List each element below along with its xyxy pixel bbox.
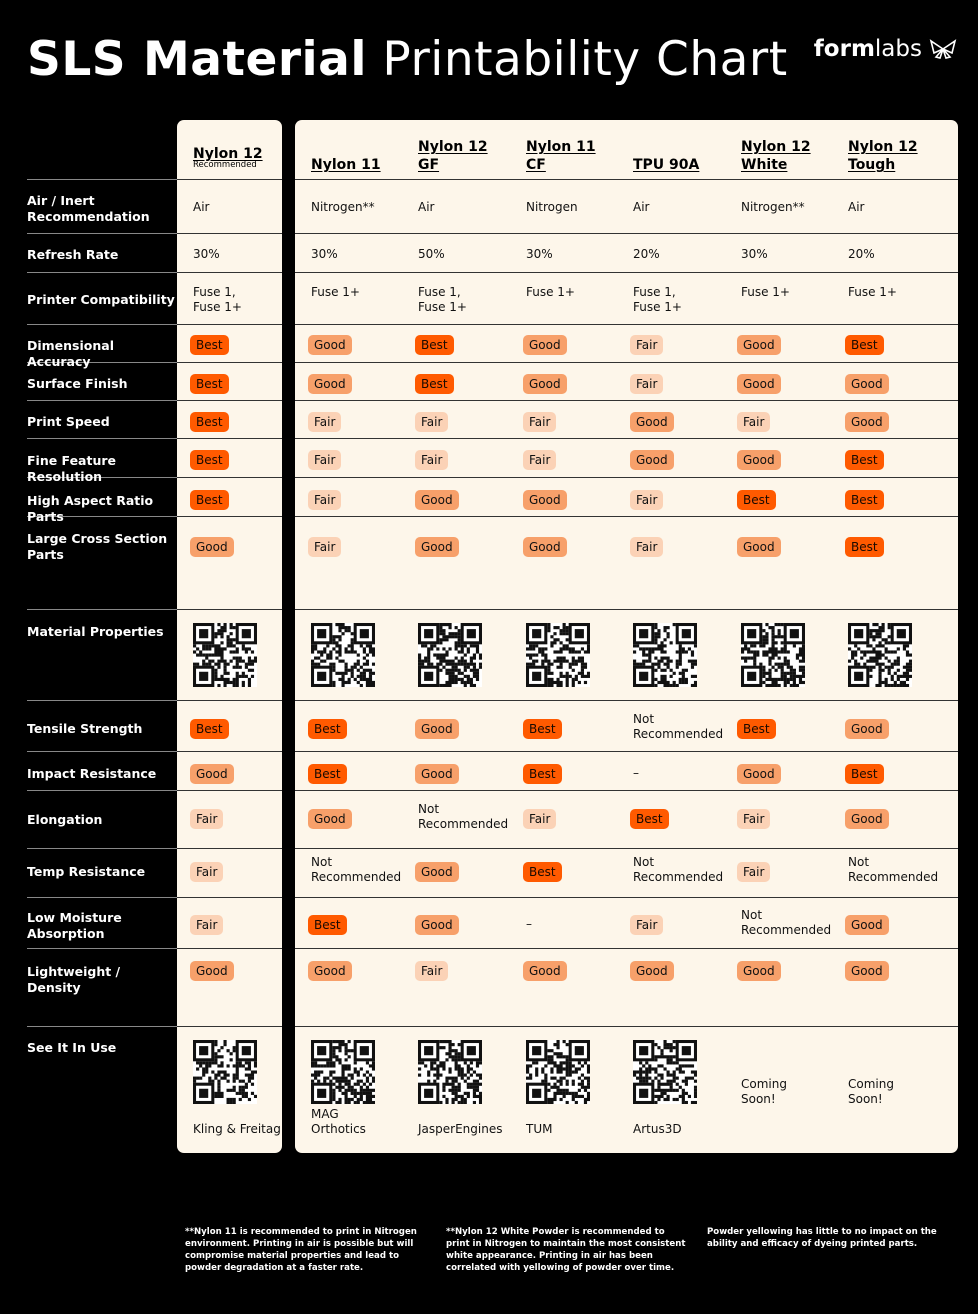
butterfly-icon (928, 38, 958, 60)
rating-badge-speed: Fair (737, 412, 770, 432)
row-divider (295, 179, 958, 180)
footnote-yellowing: Powder yellowing has little to no impact on the ability and efficacy of dyeing printed parts. (707, 1227, 937, 1249)
rating-badge-surface: Best (415, 374, 454, 394)
cell-printer: Fuse 1, Fuse 1+ (193, 285, 242, 314)
row-divider (177, 438, 282, 439)
cell-atmosphere: Air (418, 200, 435, 214)
rating-badge-elongation: Fair (190, 809, 223, 829)
row-divider (177, 362, 282, 363)
row-divider (295, 438, 958, 439)
rating-badge-fine: Fair (415, 450, 448, 470)
row-divider (177, 948, 282, 949)
rating-badge-dimensional: Good (737, 335, 781, 355)
row-divider (27, 1026, 177, 1027)
cell-atmosphere: Nitrogen (526, 200, 578, 214)
rating-badge-elongation: Good (845, 809, 889, 829)
row-divider (177, 751, 282, 752)
rating-badge-tensile: Best (190, 719, 229, 739)
in-use-caption: Artus3D (633, 1122, 682, 1136)
rating-badge-moisture: Fair (630, 915, 663, 935)
row-divider (177, 700, 282, 701)
cell-printer: Fuse 1+ (741, 285, 790, 299)
footnote-nylon12-white: **Nylon 12 White Powder is recommended to print in Nitrogen to maintain the most consistent white appearance. Printing in air has been correlated with yellowing of powder over time. (446, 1227, 686, 1273)
row-divider (177, 790, 282, 791)
cell-atmosphere: Air (633, 200, 650, 214)
coming-soon-label: Coming Soon! (848, 1077, 894, 1106)
rating-badge-cross: Good (523, 537, 567, 557)
row-label-aspect: High Aspect Ratio Parts (27, 493, 154, 524)
row-divider (27, 609, 177, 610)
rating-badge-speed: Fair (308, 412, 341, 432)
row-label-temp: Temp Resistance (27, 864, 146, 879)
row-divider (295, 790, 958, 791)
cell-temp: Not Recommended (311, 855, 402, 884)
row-label-atmosphere: Air / Inert Recommendation (27, 193, 150, 224)
column-header-nylon-12-white: Nylon 12 White (741, 139, 811, 173)
rating-badge-aspect: Best (190, 490, 229, 510)
cell-impact: – (633, 766, 639, 780)
rating-badge-surface: Best (190, 374, 229, 394)
row-divider (295, 1026, 958, 1027)
rating-badge-elongation: Fair (737, 809, 770, 829)
cell-atmosphere: Nitrogen** (311, 200, 375, 214)
cell-refresh: 20% (848, 247, 875, 261)
rating-badge-cross: Best (845, 537, 884, 557)
cell-printer: Fuse 1+ (311, 285, 360, 299)
row-divider (177, 897, 282, 898)
qr-code-properties[interactable] (526, 623, 590, 687)
qr-code-properties[interactable] (418, 623, 482, 687)
rating-badge-moisture: Good (415, 915, 459, 935)
column-header-nylon-12: Nylon 12 (193, 146, 263, 162)
rating-badge-fine: Good (630, 450, 674, 470)
rating-badge-dimensional: Best (190, 335, 229, 355)
rating-badge-moisture: Good (845, 915, 889, 935)
cell-printer: Fuse 1+ (848, 285, 897, 299)
rating-badge-aspect: Good (415, 490, 459, 510)
row-divider (295, 233, 958, 234)
rating-badge-impact: Good (190, 764, 234, 784)
cell-refresh: 50% (418, 247, 445, 261)
row-divider (295, 400, 958, 401)
column-header-nylon-12-gf: Nylon 12 GF (418, 139, 488, 173)
rating-badge-fine: Best (845, 450, 884, 470)
rating-badge-elongation: Good (308, 809, 352, 829)
rating-badge-fine: Best (190, 450, 229, 470)
row-label-impact: Impact Resistance (27, 766, 157, 781)
row-label-fine: Fine Feature Resolution (27, 453, 117, 484)
row-label-speed: Print Speed (27, 414, 110, 429)
in-use-caption: MAG Orthotics (311, 1107, 366, 1136)
cell-atmosphere: Air (193, 200, 210, 214)
page-title: SLS Material Printability Chart (27, 32, 788, 87)
row-label-printer: Printer Compatibility (27, 292, 175, 307)
row-divider (295, 700, 958, 701)
rating-badge-cross: Fair (308, 537, 341, 557)
rating-badge-dimensional: Good (308, 335, 352, 355)
rating-badge-surface: Good (845, 374, 889, 394)
cell-atmosphere: Air (848, 200, 865, 214)
in-use-caption: JasperEngines (418, 1122, 503, 1136)
rating-badge-fine: Good (737, 450, 781, 470)
row-divider (27, 897, 177, 898)
row-divider (177, 477, 282, 478)
row-divider (27, 272, 177, 273)
cell-refresh: 30% (193, 247, 220, 261)
rating-badge-dimensional: Best (415, 335, 454, 355)
row-divider (177, 400, 282, 401)
rating-badge-elongation: Best (630, 809, 669, 829)
column-header-nylon-11: Nylon 11 (311, 157, 381, 173)
in-use-caption: Kling & Freitag (193, 1122, 281, 1136)
rating-badge-temp: Good (415, 862, 459, 882)
cell-elongation: Not Recommended (418, 802, 509, 831)
rating-badge-temp: Best (523, 862, 562, 882)
row-divider (27, 233, 177, 234)
qr-code-in-use[interactable] (193, 1040, 257, 1104)
rating-badge-impact: Good (415, 764, 459, 784)
row-label-moisture: Low Moisture Absorption (27, 910, 122, 941)
rating-badge-impact: Good (737, 764, 781, 784)
rating-badge-surface: Good (737, 374, 781, 394)
rating-badge-aspect: Good (523, 490, 567, 510)
rating-badge-speed: Good (630, 412, 674, 432)
row-divider (295, 751, 958, 752)
rating-badge-temp: Fair (737, 862, 770, 882)
row-divider (295, 477, 958, 478)
in-use-caption: TUM (526, 1122, 553, 1136)
row-label-inuse: See It In Use (27, 1040, 117, 1055)
cell-printer: Fuse 1+ (526, 285, 575, 299)
row-divider (177, 609, 282, 610)
rating-badge-impact: Best (845, 764, 884, 784)
cell-printer: Fuse 1, Fuse 1+ (418, 285, 467, 314)
rating-badge-dimensional: Fair (630, 335, 663, 355)
rating-badge-density: Good (737, 961, 781, 981)
rating-badge-moisture: Best (308, 915, 347, 935)
rating-badge-surface: Fair (630, 374, 663, 394)
row-divider (177, 324, 282, 325)
row-divider (27, 790, 177, 791)
cell-refresh: 30% (526, 247, 553, 261)
rating-badge-density: Good (845, 961, 889, 981)
row-divider (177, 272, 282, 273)
cell-tensile: Not Recommended (633, 712, 724, 741)
row-label-surface: Surface Finish (27, 376, 128, 391)
rating-badge-aspect: Fair (630, 490, 663, 510)
rating-badge-fine: Fair (308, 450, 341, 470)
qr-code-in-use[interactable] (526, 1040, 590, 1104)
qr-code-in-use[interactable] (633, 1040, 697, 1104)
recommended-label: Recommended (193, 160, 257, 170)
rating-badge-cross: Fair (630, 537, 663, 557)
row-label-density: Lightweight / Density (27, 964, 121, 995)
row-divider (27, 324, 177, 325)
qr-code-in-use[interactable] (311, 1040, 375, 1104)
row-divider (177, 848, 282, 849)
rating-badge-cross: Good (190, 537, 234, 557)
row-divider (177, 1026, 282, 1027)
qr-code-properties[interactable] (741, 623, 805, 687)
row-divider (177, 179, 282, 180)
row-divider (295, 609, 958, 610)
cell-atmosphere: Nitrogen** (741, 200, 805, 214)
row-divider (177, 233, 282, 234)
rating-badge-speed: Fair (523, 412, 556, 432)
cell-temp: Not Recommended (633, 855, 724, 884)
row-divider (27, 751, 177, 752)
qr-code-properties[interactable] (311, 623, 375, 687)
row-divider (295, 848, 958, 849)
rating-badge-tensile: Good (845, 719, 889, 739)
rating-badge-density: Good (308, 961, 352, 981)
qr-code-properties[interactable] (193, 623, 257, 687)
qr-code-properties[interactable] (848, 623, 912, 687)
rating-badge-fine: Fair (523, 450, 556, 470)
qr-code-properties[interactable] (633, 623, 697, 687)
rating-badge-dimensional: Good (523, 335, 567, 355)
cell-moisture: Not Recommended (741, 908, 832, 937)
rating-badge-elongation: Fair (523, 809, 556, 829)
rating-badge-temp: Fair (190, 862, 223, 882)
column-header-tpu-90a: TPU 90A (633, 157, 700, 173)
rating-badge-aspect: Best (737, 490, 776, 510)
row-divider (295, 516, 958, 517)
cell-refresh: 30% (741, 247, 768, 261)
rating-badge-tensile: Best (308, 719, 347, 739)
rating-badge-cross: Good (737, 537, 781, 557)
row-divider (177, 516, 282, 517)
row-divider (295, 948, 958, 949)
row-label-cross: Large Cross Section Parts (27, 531, 168, 562)
column-header-nylon-11-cf: Nylon 11 CF (526, 139, 596, 173)
row-divider (27, 179, 177, 180)
row-label-elongation: Elongation (27, 812, 103, 827)
row-divider (295, 362, 958, 363)
footnote-nylon11: **Nylon 11 is recommended to print in Nitrogen environment. Printing in air is possible but will compromise material properties and lead to powder degradation at a faster rate. (185, 1227, 417, 1273)
rating-badge-density: Good (190, 961, 234, 981)
row-label-refresh: Refresh Rate (27, 247, 119, 262)
cell-moisture: – (526, 917, 532, 931)
qr-code-in-use[interactable] (418, 1040, 482, 1104)
rating-badge-density: Good (630, 961, 674, 981)
row-divider (27, 848, 177, 849)
row-divider (27, 948, 177, 949)
row-label-dimensional: Dimensional Accuracy (27, 338, 114, 369)
row-divider (295, 897, 958, 898)
row-label-tensile: Tensile Strength (27, 721, 143, 736)
rating-badge-tensile: Good (415, 719, 459, 739)
rating-badge-aspect: Fair (308, 490, 341, 510)
row-divider (27, 438, 177, 439)
row-divider (295, 272, 958, 273)
rating-badge-surface: Good (523, 374, 567, 394)
cell-refresh: 30% (311, 247, 338, 261)
rating-badge-tensile: Best (523, 719, 562, 739)
coming-soon-label: Coming Soon! (741, 1077, 787, 1106)
row-divider (295, 324, 958, 325)
rating-badge-moisture: Fair (190, 915, 223, 935)
rating-badge-speed: Good (845, 412, 889, 432)
row-divider (27, 700, 177, 701)
rating-badge-surface: Good (308, 374, 352, 394)
cell-temp: Not Recommended (848, 855, 939, 884)
column-header-nylon-12-tough: Nylon 12 Tough (848, 139, 918, 173)
rating-badge-impact: Best (308, 764, 347, 784)
rating-badge-tensile: Best (737, 719, 776, 739)
rating-badge-density: Fair (415, 961, 448, 981)
rating-badge-cross: Good (415, 537, 459, 557)
rating-badge-dimensional: Best (845, 335, 884, 355)
cell-printer: Fuse 1, Fuse 1+ (633, 285, 682, 314)
rating-badge-impact: Best (523, 764, 562, 784)
row-label-properties: Material Properties (27, 624, 164, 639)
rating-badge-density: Good (523, 961, 567, 981)
rating-badge-speed: Fair (415, 412, 448, 432)
row-divider (27, 400, 177, 401)
rating-badge-aspect: Best (845, 490, 884, 510)
formlabs-logo: formlabs (814, 36, 958, 62)
rating-badge-speed: Best (190, 412, 229, 432)
cell-refresh: 20% (633, 247, 660, 261)
